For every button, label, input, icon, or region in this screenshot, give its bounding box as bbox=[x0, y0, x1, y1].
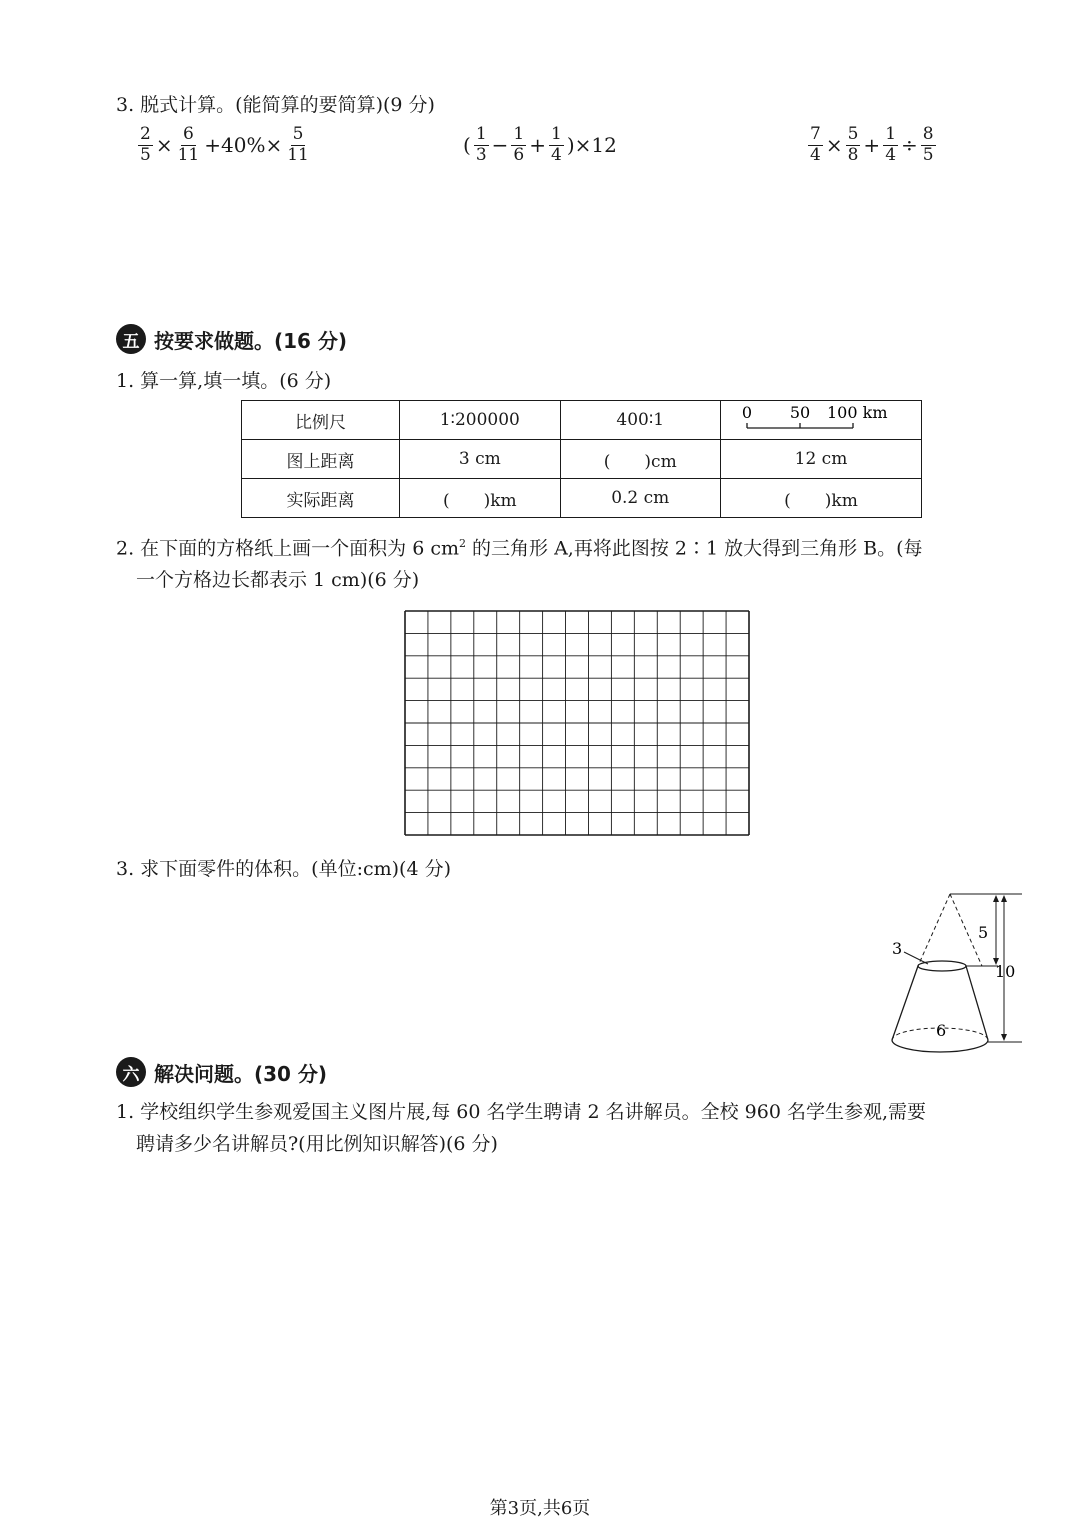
table-cell: 0.2 cm bbox=[560, 479, 720, 518]
table-cell: 12 cm bbox=[720, 440, 921, 479]
table-row bbox=[242, 479, 922, 518]
table-cell: 1∶200000 bbox=[400, 401, 560, 440]
scale-table bbox=[241, 400, 922, 518]
section-number-badge: 六 bbox=[116, 1057, 146, 1087]
table-row bbox=[242, 401, 922, 440]
fraction: $\frac{5}{8}$ bbox=[847, 124, 859, 165]
grid-paper[interactable] bbox=[404, 610, 750, 836]
fraction: $\frac{7}{4}$ bbox=[810, 124, 821, 165]
table-row bbox=[242, 440, 922, 479]
scale-label-50: 50 bbox=[789, 403, 811, 422]
s5-q1-title: 1. 算一算,填一填。(6 分) bbox=[116, 370, 332, 392]
frustum-diagram bbox=[880, 882, 1030, 1072]
answer-blank-cell: ( )km bbox=[720, 479, 921, 518]
table-cell: 3 cm bbox=[400, 440, 560, 479]
label-bottom-radius: 6 bbox=[936, 1021, 947, 1040]
scale-label-100: 100 km bbox=[826, 403, 888, 422]
page-footer: 第3页,共6页 bbox=[489, 1498, 591, 1519]
expression-3: $\frac{7}{4}$ × $\frac{5}{8}$ + $\frac{1}{4}$ ÷ $\frac{8}{5}$ bbox=[810, 124, 934, 165]
fraction: $\frac{1}{3}$ bbox=[475, 124, 487, 165]
section-number-badge: 五 bbox=[116, 324, 146, 354]
table-cell: 400∶1 bbox=[560, 401, 720, 440]
fraction: $\frac{5}{11}$ bbox=[287, 124, 309, 165]
q3-title: 3. 脱式计算。(能简算的要简算)(9 分) bbox=[116, 94, 435, 116]
expression-2: ( $\frac{1}{3}$ − $\frac{1}{6}$ + $\frac{1}{4}$ )×12 bbox=[463, 124, 617, 165]
s5-q2-text: 2. 在下面的方格纸上画一个面积为 6 $cm^2$ 的三角形 A,再将此图按 2∶1 放大得到三角形 B。(每 一个方格边长都表示 1 cm)(6 分) bbox=[116, 537, 923, 592]
expression-1: $\frac{2}{5}$ × $\frac{6}{11}$ +40%× $\frac{5}{11}$ bbox=[140, 124, 309, 165]
answer-blank-cell: ( )km bbox=[400, 479, 560, 518]
row-header: 比例尺 bbox=[242, 401, 400, 440]
fraction: $\frac{2}{5}$ bbox=[140, 124, 151, 165]
label-cone-height: 5 bbox=[978, 923, 989, 942]
line-scale-bar bbox=[721, 401, 921, 439]
section-5-heading bbox=[116, 324, 347, 354]
s5-q3-title: 3. 求下面零件的体积。(单位:cm)(4 分) bbox=[116, 858, 452, 880]
fraction: $\frac{1}{4}$ bbox=[885, 124, 897, 165]
section-title: 按要求做题。(16 分) bbox=[154, 328, 348, 353]
fraction: $\frac{1}{4}$ bbox=[551, 124, 562, 165]
fraction: $\frac{6}{11}$ bbox=[177, 124, 200, 165]
section-6-heading bbox=[116, 1057, 327, 1087]
row-header: 图上距离 bbox=[242, 440, 400, 479]
section-title: 解决问题。(30 分) bbox=[154, 1061, 328, 1086]
label-top-radius: 3 bbox=[892, 939, 903, 958]
answer-blank-cell: ( )cm bbox=[560, 440, 720, 479]
fraction: $\frac{1}{6}$ bbox=[513, 124, 525, 165]
scale-label-0: 0 bbox=[741, 403, 753, 422]
row-header: 实际距离 bbox=[242, 479, 400, 518]
label-total-height: 10 bbox=[995, 962, 1016, 981]
fraction: $\frac{8}{5}$ bbox=[922, 124, 934, 165]
s6-q1-text: 1. 学校组织学生参观爱国主义图片展,每 60 名学生聘请 2 名讲解员。全校 960 名学生参观,需要 聘请多少名讲解员?(用比例知识解答)(6 分) bbox=[116, 1101, 927, 1155]
scale-bar-cell bbox=[720, 401, 921, 440]
